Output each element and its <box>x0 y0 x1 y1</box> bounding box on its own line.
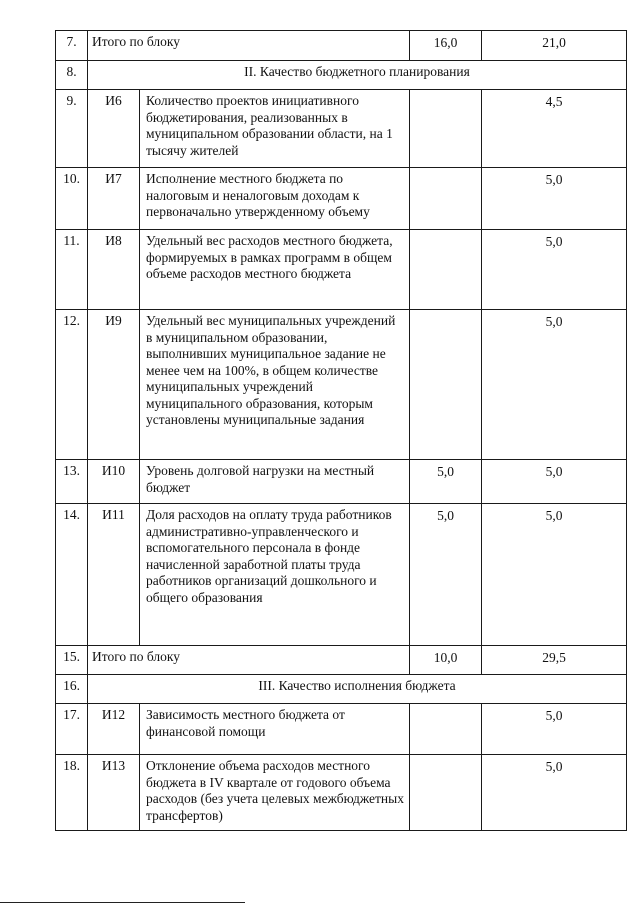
row-number: 8. <box>56 61 88 90</box>
table-row <box>56 168 627 230</box>
table-row <box>56 230 627 310</box>
section-row <box>56 61 627 90</box>
row-number: 11. <box>56 230 88 310</box>
table-row <box>56 755 627 831</box>
value-cell-2: 29,5 <box>482 646 627 675</box>
indicator-table <box>55 30 627 831</box>
indicator-description: Удельный вес муниципальных учреждений в муниципальном образовании, выполнивших муниципальное задание не менее чем на 100%, в общем количестве муниципальных учреждений муниципального образования, которым установлены муниципальные задания <box>140 310 410 460</box>
value-cell-1: 5,0 <box>410 504 482 646</box>
row-number: 13. <box>56 460 88 504</box>
row-number: 18. <box>56 755 88 831</box>
value-cell-1: 10,0 <box>410 646 482 675</box>
row-number: 10. <box>56 168 88 230</box>
indicator-code: И7 <box>88 168 140 230</box>
section-title: III. Качество исполнения бюджета <box>88 675 627 704</box>
indicator-code: И9 <box>88 310 140 460</box>
table-row <box>56 460 627 504</box>
value-cell-2: 5,0 <box>482 704 627 755</box>
value-cell-2: 21,0 <box>482 31 627 61</box>
value-cell-2: 5,0 <box>482 310 627 460</box>
value-cell-1: 16,0 <box>410 31 482 61</box>
indicator-code: И6 <box>88 90 140 168</box>
indicator-description: Доля расходов на оплату труда работников административно-управленческого и вспомогательного персонала в фонде начисленной заработной платы труда работников организаций дошкольного и общего образования <box>140 504 410 646</box>
indicator-description: Уровень долговой нагрузки на местный бюджет <box>140 460 410 504</box>
indicator-code: И13 <box>88 755 140 831</box>
value-cell-1 <box>410 704 482 755</box>
table-row <box>56 704 627 755</box>
indicator-description: Отклонение объема расходов местного бюджета в IV квартале от годового объема расходов (без учета целевых межбюджетных трансфертов) <box>140 755 410 831</box>
value-cell-1 <box>410 90 482 168</box>
row-number: 15. <box>56 646 88 675</box>
indicator-code: И12 <box>88 704 140 755</box>
section-row <box>56 675 627 704</box>
value-cell-2: 5,0 <box>482 755 627 831</box>
value-cell-2: 5,0 <box>482 504 627 646</box>
indicator-description: Удельный вес расходов местного бюджета, формируемых в рамках программ в общем объеме расходов местного бюджета <box>140 230 410 310</box>
total-row <box>56 646 627 675</box>
row-number: 9. <box>56 90 88 168</box>
row-number: 14. <box>56 504 88 646</box>
indicator-code: И8 <box>88 230 140 310</box>
table-row <box>56 310 627 460</box>
row-number: 16. <box>56 675 88 704</box>
indicator-description: Зависимость местного бюджета от финансовой помощи <box>140 704 410 755</box>
indicator-code: И10 <box>88 460 140 504</box>
footnote-separator <box>0 902 245 903</box>
indicator-code: И11 <box>88 504 140 646</box>
value-cell-2: 5,0 <box>482 230 627 310</box>
indicator-table-body <box>56 31 627 831</box>
row-number: 17. <box>56 704 88 755</box>
value-cell-1 <box>410 310 482 460</box>
value-cell-1 <box>410 230 482 310</box>
indicator-description: Исполнение местного бюджета по налоговым и неналоговым доходам к первоначально утвержденному объему <box>140 168 410 230</box>
row-number: 12. <box>56 310 88 460</box>
value-cell-1 <box>410 755 482 831</box>
table-row <box>56 504 627 646</box>
row-number: 7. <box>56 31 88 61</box>
value-cell-2: 5,0 <box>482 460 627 504</box>
total-row <box>56 31 627 61</box>
indicator-description: Количество проектов инициативного бюджетирования, реализованных в муниципальном образовании области, на 1 тысячу жителей <box>140 90 410 168</box>
block-total-label: Итого по блоку <box>88 646 410 675</box>
value-cell-2: 5,0 <box>482 168 627 230</box>
table-row <box>56 90 627 168</box>
value-cell-2: 4,5 <box>482 90 627 168</box>
value-cell-1: 5,0 <box>410 460 482 504</box>
block-total-label: Итого по блоку <box>88 31 410 61</box>
value-cell-1 <box>410 168 482 230</box>
section-title: II. Качество бюджетного планирования <box>88 61 627 90</box>
